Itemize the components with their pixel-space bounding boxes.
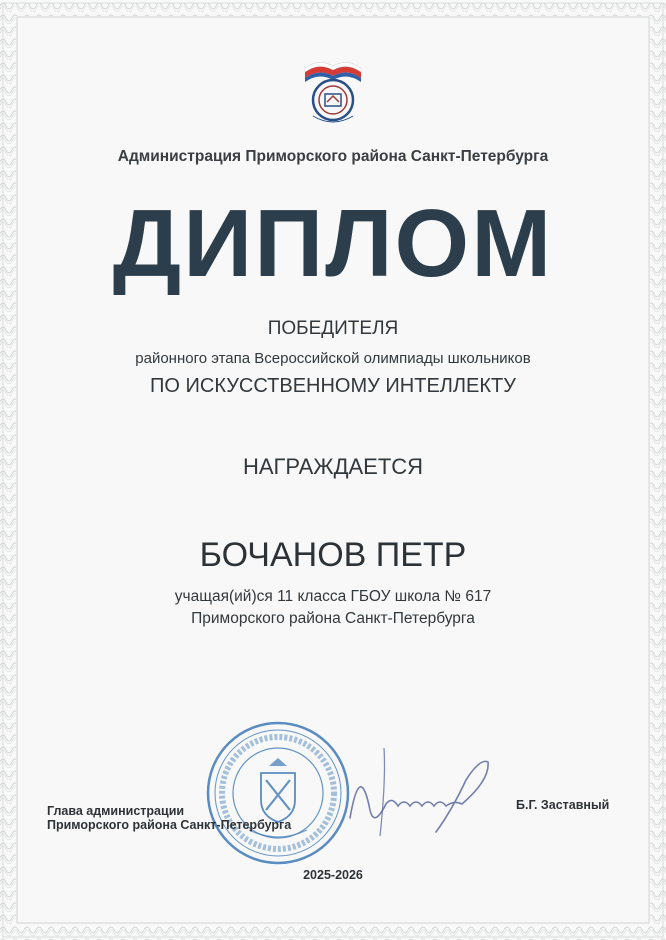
signer-name: Б.Г. Заставный (516, 798, 610, 812)
recipient-name: БОЧАНОВ ПЕТР (199, 536, 467, 574)
district-line: Приморского района Санкт-Петербурга (191, 610, 475, 627)
signature-icon (340, 740, 500, 840)
winner-label: ПОБЕДИТЕЛЯ (267, 318, 399, 339)
awarded-label: НАГРАЖДАЕТСЯ (242, 454, 424, 479)
official-seal-icon (203, 718, 353, 868)
stage-line: районного этапа Всероссийской олимпиады школьников (135, 350, 531, 367)
olympiad-emblem-icon (289, 56, 377, 128)
diploma-title: ДИПЛОМ (112, 190, 554, 297)
student-line: учащая(ий)ся 11 класса ГБОУ школа № 617 (174, 588, 492, 605)
subject-line: ПО ИСКУССТВЕННОМУ ИНТЕЛЛЕКТУ (150, 375, 516, 397)
head-of-administration-district: Приморского района Санкт-Петербурга (47, 818, 292, 832)
academic-years: 2025-2026 (303, 868, 363, 882)
head-of-administration-title: Глава администрации (47, 804, 185, 818)
organization-title: Администрация Приморского района Санкт-Петербурга (117, 148, 549, 165)
